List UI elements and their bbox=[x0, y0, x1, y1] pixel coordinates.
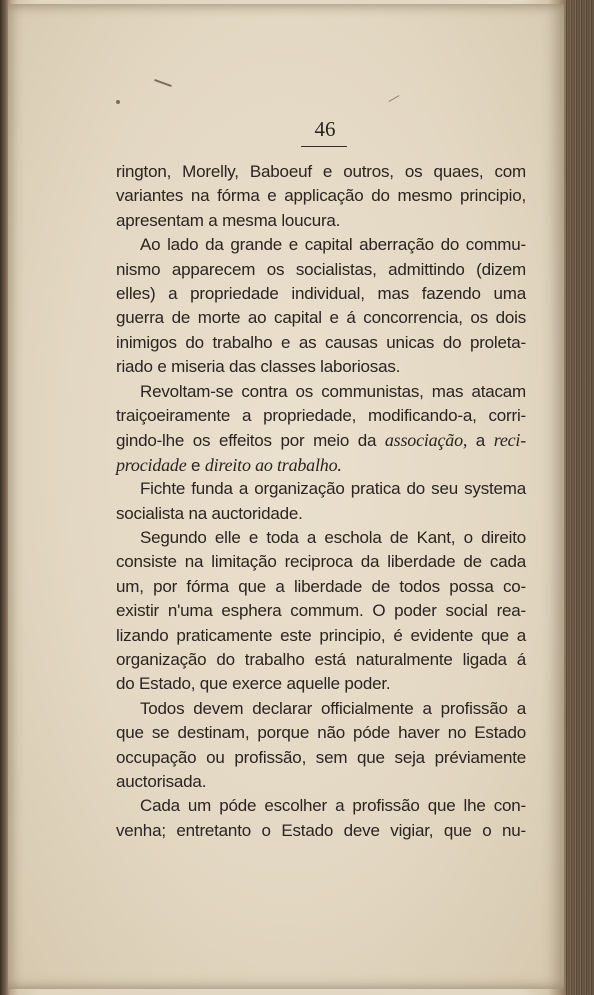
text-line bbox=[116, 575, 526, 599]
text-span: nismo apparecem os socialistas, admittindo (dizem bbox=[116, 259, 526, 279]
text-span: um, por fórma que a liberdade de todos possa co- bbox=[116, 576, 526, 596]
text-span: existir n'uma esphera commum. O poder social rea- bbox=[116, 601, 526, 621]
text-line bbox=[116, 331, 526, 355]
text-span: a bbox=[467, 431, 494, 451]
text-line bbox=[116, 819, 526, 843]
italic-text: associação, bbox=[384, 430, 468, 451]
text-span: Cada um póde escolher a profissão que lhe con- bbox=[140, 796, 526, 816]
text-line bbox=[116, 453, 526, 477]
pencil-mark bbox=[389, 95, 400, 102]
italic-text: direito ao trabalho. bbox=[204, 454, 342, 475]
text-line bbox=[116, 746, 526, 770]
text-line bbox=[116, 428, 526, 452]
text-span: socialista na auctoridade. bbox=[116, 503, 303, 523]
text-line bbox=[116, 258, 526, 282]
text-span: guerra de morte ao capital e á concorrencia, os dois bbox=[116, 308, 526, 328]
text-span: Fichte funda a organização pratica do seu systema bbox=[140, 479, 526, 499]
text-line bbox=[116, 306, 526, 330]
text-line bbox=[116, 380, 526, 404]
text-span: inimigos do trabalho e as causas unicas do proleta- bbox=[116, 332, 526, 352]
text-span: Revoltam-se contra os communistas, mas atacam bbox=[140, 381, 526, 401]
text-span: consiste na limitação reciproca da liberdade de cada bbox=[116, 552, 526, 572]
text-line bbox=[116, 526, 526, 550]
text-span: do Estado, que exerce aquelle poder. bbox=[116, 674, 391, 694]
text-line bbox=[116, 721, 526, 745]
text-span: traiçoeiramente a propriedade, modificando-a, corri- bbox=[116, 406, 526, 425]
text-line bbox=[116, 355, 526, 379]
text-span: occupação ou profissão, sem que seja préviamente bbox=[116, 747, 526, 767]
text-span: elles) a propriedade individual, mas fazendo uma bbox=[116, 284, 526, 303]
text-span: lizando praticamente este principio, é evidente que a bbox=[116, 625, 526, 645]
text-line bbox=[116, 794, 526, 818]
text-span: Segundo elle e toda a eschola de Kant, o direito bbox=[140, 528, 526, 547]
text-span: rington, Morelly, Baboeuf e outros, os quaes, com bbox=[116, 162, 526, 181]
pencil-mark bbox=[154, 79, 172, 87]
text-line bbox=[116, 160, 526, 184]
ink-spot bbox=[116, 100, 120, 104]
text-line bbox=[116, 770, 526, 794]
text-line bbox=[116, 282, 526, 306]
text-span: auctorisada. bbox=[116, 772, 207, 791]
book-page-edges bbox=[566, 0, 594, 995]
page-number: 46 bbox=[314, 117, 336, 141]
text-line bbox=[116, 477, 526, 501]
page-number-rule bbox=[301, 146, 347, 147]
text-line bbox=[116, 550, 526, 574]
text-line bbox=[116, 648, 526, 672]
text-line bbox=[116, 404, 526, 428]
text-line bbox=[116, 209, 526, 233]
italic-text: procidade bbox=[116, 454, 187, 475]
text-line bbox=[116, 184, 526, 208]
text-line bbox=[116, 624, 526, 648]
text-span: Ao lado da grande e capital aberração do commu- bbox=[140, 235, 526, 255]
text-span: Todos devem declarar officialmente a profissão a bbox=[140, 698, 526, 718]
italic-text: reci- bbox=[493, 430, 526, 451]
text-span: venha; entretanto o Estado deve vigiar, que o nu- bbox=[116, 820, 526, 840]
text-span: organização do trabalho está naturalmente ligada á bbox=[116, 650, 526, 669]
text-line bbox=[116, 599, 526, 623]
text-line bbox=[116, 672, 526, 696]
text-span: variantes na fórma e applicação do mesmo principio, bbox=[116, 186, 526, 206]
text-span: apresentam a mesma loucura. bbox=[116, 210, 341, 230]
text-span: gindo-lhe os effeitos por meio da bbox=[116, 431, 385, 451]
text-span: e bbox=[186, 455, 205, 475]
text-span: riado e miseria das classes laboriosas. bbox=[116, 357, 401, 377]
text-line bbox=[116, 697, 526, 721]
text-line bbox=[116, 233, 526, 257]
text-span: que se destinam, porque não póde haver no Estado bbox=[116, 723, 526, 743]
text-line bbox=[116, 502, 526, 526]
